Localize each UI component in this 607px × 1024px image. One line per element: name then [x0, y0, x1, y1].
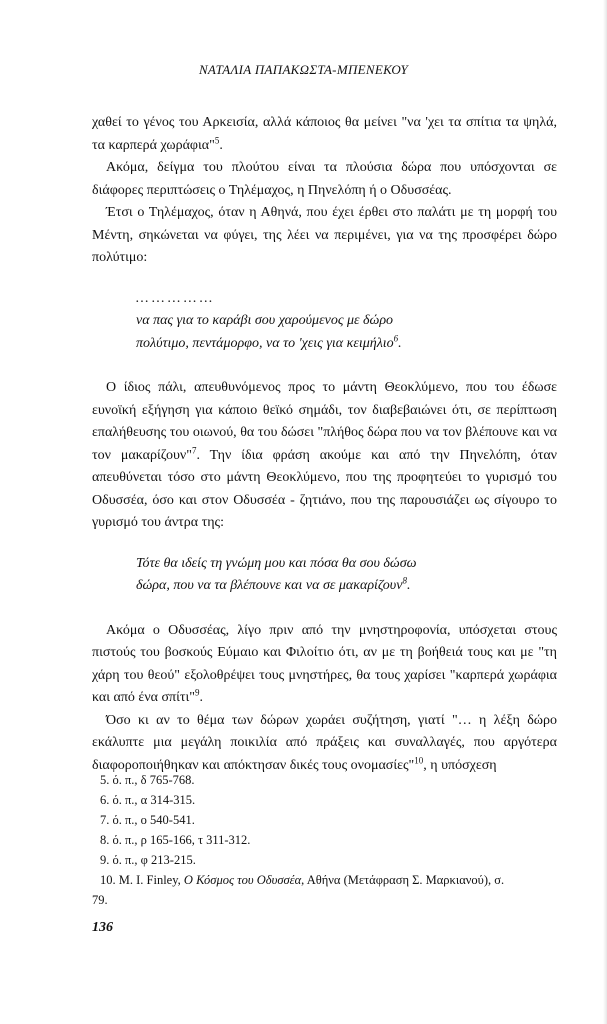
footnote-10-tail: , Αθήνα (Μετάφραση Σ. Μαρκιανού), σ. [301, 873, 505, 887]
footnote-ref-8: 8 [402, 575, 407, 586]
verse-line: Τότε θα ιδείς τη γνώμη μου και πόσα θα σου δώσω [136, 555, 417, 571]
footnote-10-title: Ο Κόσμος του Οδυσσέα [183, 873, 302, 887]
verse-line-last [136, 333, 557, 356]
verse-line: να πας για το καράβι σου χαρούμενος με δώρο [136, 313, 394, 328]
verse-quote-2 [136, 553, 557, 598]
footnote-5: 5. ό. π., δ 765-768. [100, 773, 195, 787]
footnote-9: 9. ό. π., φ 213-215. [100, 853, 196, 867]
verse-line-text: πολύτιμο, πεντάμορφο, να το 'χεις για κειμήλιο [136, 335, 394, 351]
paragraph-2: Ακόμα, δείγμα του πλούτου είναι τα πλούσια δώρα που υπόσχονται σε διάφορες περιπτώσεις ο Τηλέμαχος, η Πηνελόπη ή ο Οδυσσέας. [92, 160, 557, 198]
paragraph-4-rest: . Την ίδια φράση ακούμε και από την Πηνελόπη, όταν απευθύνεται τόσο στο μάντη Θεοκλύμενο, που της προφητεύει το γυρισμό του Οδυσσέα, όσο και στον Οδυσσέα - ζητιάνο, που της παρουσιάζει ως σίγουρο το γυρισμό του άντρα της: [92, 447, 557, 530]
footnote-10-lead: 10. M. I. Finley, [100, 873, 184, 887]
footnote-ref-7: 7 [191, 444, 197, 455]
paragraph-1-text: χαθεί το γένος του Αρκεισία, αλλά κάποιος θα μείνει "να 'χει τα σπίτια τα ψηλά, τα καρπερά χωράφια" [92, 115, 557, 153]
paragraph-4-text: Ο ίδιος πάλι, απευθυνόμενος προς το μάντη Θεοκλύμενο, που του έδωσε ευνοϊκή εξήγηση για κάποιο θεϊκό σημάδι, τον διαβεβαιώνει ότι, σε περίπτωση επαλήθευσης του οιωνού, θα του δώσει "πλήθος δώρα που να τον βλέπουνε και να τον μακαρίζουν" [92, 380, 557, 463]
verse-line-last [136, 575, 557, 598]
paragraph-6-rest: , η υπόσχεση [423, 757, 497, 773]
footnote-ref-5: 5 [214, 134, 220, 145]
paragraph-1-end: . [219, 137, 223, 153]
footnote-8: 8. ό. π., ρ 165-166, τ 311-312. [100, 833, 251, 847]
footnote-ref-9: 9 [194, 687, 200, 698]
footnote-10 [92, 870, 557, 890]
footnote-10-page: 79. [92, 893, 108, 907]
paragraph-4 [92, 377, 557, 535]
paragraph-6 [92, 710, 557, 778]
verse-line-end: . [398, 335, 402, 351]
paragraph-3: Έτσι ο Τηλέμαχος, όταν η Αθηνά, που έχει έρθει στο παλάτι με τη μορφή του Μέντη, σηκώνεται να φύγει, της λέει να περιμένει, για να της προσφέρει δώρο πολύτιμο: [92, 205, 557, 265]
verse-line-end: . [406, 578, 411, 593]
footnote-7: 7. ό. π., ο 540-541. [100, 813, 195, 827]
verse-line-text: δώρα, που να τα βλέπουνε και να σε μακαρίζουν [136, 578, 403, 593]
running-head: ΝΑΤΑΛΙΑ ΠΑΠΑΚΩΣΤΑ-ΜΠΕΝΕΚΟΥ [198, 62, 409, 77]
paragraph-6-text: Όσο κι αν το θέμα των δώρων χωράει συζήτηση, γιατί "… η λέξη δώρο εκάλυπτε μια μεγάλη ποικιλία από πράξεις και συναλλαγές, που αργότερα διαφοροποιήθηκαν και απόκτησαν δικές τους ονομασίες" [92, 712, 557, 773]
paragraph-5 [92, 620, 557, 710]
paragraph-5-end: . [199, 690, 203, 705]
footnote-ref-6: 6 [393, 332, 399, 343]
footnote-6: 6. ό. π., α 314-315. [100, 793, 196, 807]
verse-quote-1 [136, 288, 557, 356]
verse-ellipsis: … … … … … [136, 290, 213, 306]
paragraph-5-text: Ακόμα ο Οδυσσέας, λίγο πριν από την μνηστηροφονία, υπόσχεται στους πιστούς του βοσκούς Εύμαιο και Φιλοίτιο ότι, αν με τη βοήθειά τους και με "τη χάρη του θεού" εξολοθρέψει τους μνηστήρες, θα τους χαρίσει "καρπερά χωράφια και από ένα σπίτι" [92, 622, 557, 705]
footnote-ref-10: 10 [414, 754, 424, 765]
page-edge-shadow [603, 0, 607, 1024]
page-number: 136 [92, 920, 113, 935]
main-text [92, 112, 557, 777]
paragraph-1 [92, 112, 557, 157]
footnotes [92, 770, 557, 910]
